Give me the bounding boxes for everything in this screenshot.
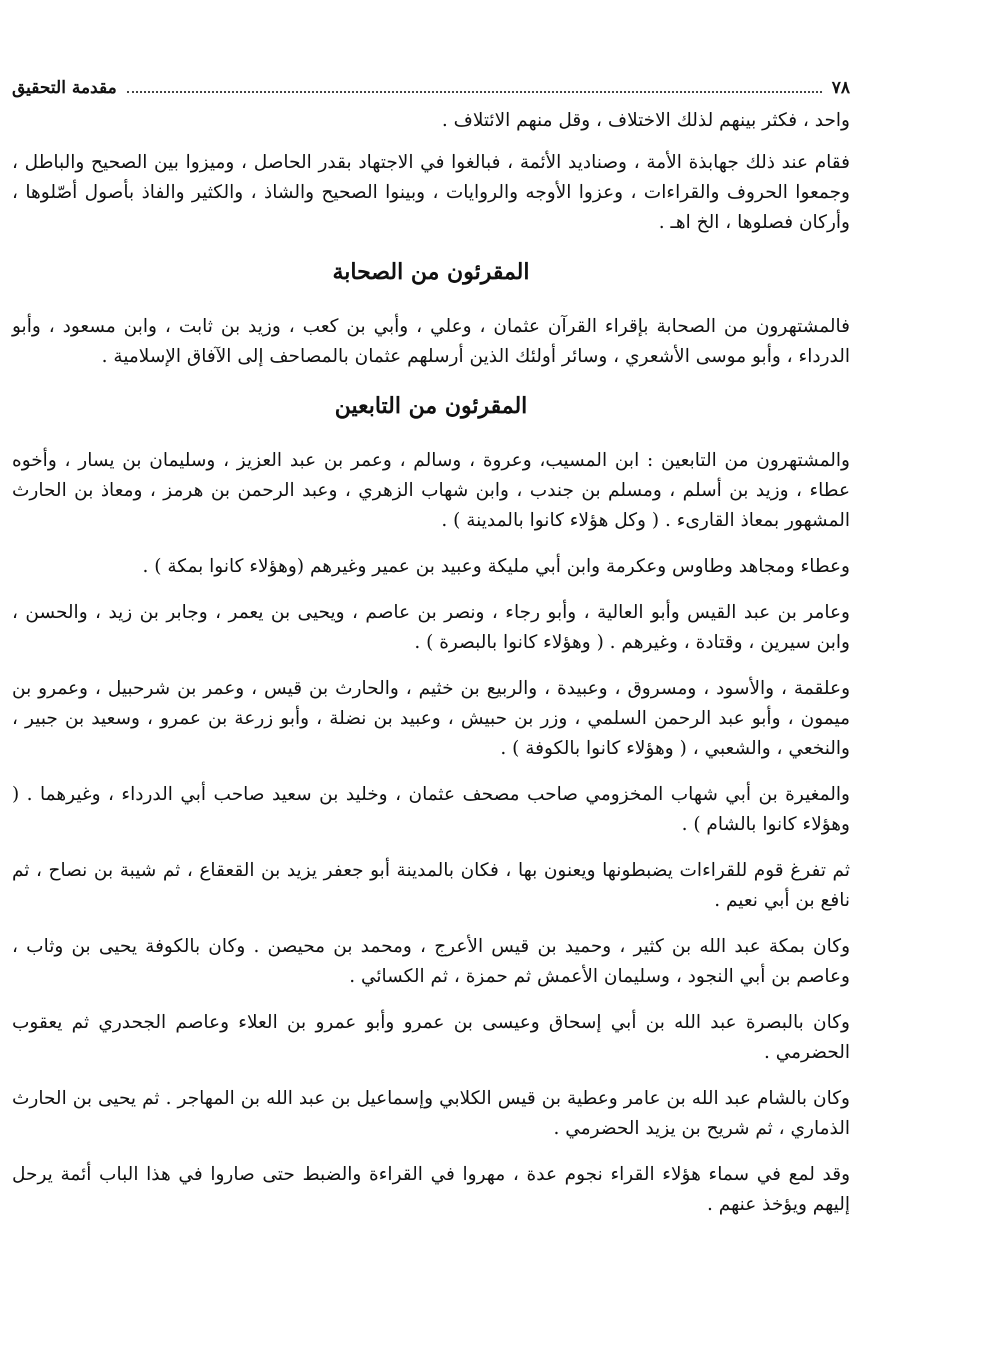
header-dotted-rule [127, 81, 822, 93]
followers-paragraph-8: وكان بالبصرة عبد الله بن أبي إسحاق وعيسى بن عمرو وأبو عمرو بن العلاء وعاصم الجحدري ثم يعقوب الحضرمي . [12, 1012, 850, 1063]
companions-paragraph: فالمشتهرون من الصحابة بإقراء القرآن عثمان ، وعلي ، وأبي بن كعب ، وزيد بن ثابت ، وابن مسعود ، وأبو الدرداء ، وأبو موسى الأشعري ، وسائر أولئك الذين أرسلهم عثمان بالمصاحف إلى الآفاق الإسلامية . [12, 316, 850, 367]
followers-paragraph-3: وعامر بن عبد القيس وأبو العالية ، وأبو رجاء ، ونصر بن عاصم ، ويحيى بن يعمر ، وجابر بن زيد ، والحسن ، وابن سيرين ، وقتادة ، وغيرهم . ( وهؤلاء كانوا بالبصرة ) . [12, 602, 850, 653]
followers-paragraph-10: وقد لمع في سماء هؤلاء القراء نجوم عدة ، مهروا في القراءة والضبط حتى صاروا في هذا الباب أئمة يرحل إليهم ويؤخذ عنهم . [12, 1164, 850, 1215]
intro-paragraph-1: واحد ، فكثر بينهم لذلك الاختلاف ، وقل منهم الائتلاف . [441, 110, 850, 131]
followers-paragraph-9: وكان بالشام عبد الله بن عامر وعطية بن قيس الكلابي وإسماعيل بن عبد الله بن المهاجر . ثم يحيى بن الحارث الذماري ، ثم شريح بن يزيد الحضرمي . [12, 1088, 850, 1139]
followers-paragraph-7: وكان بمكة عبد الله بن كثير ، وحميد بن قيس الأعرج ، ومحمد بن محيصن . وكان بالكوفة يحيى بن وثاب ، وعاصم بن أبي النجود ، وسليمان الأعمش ثم حمزة ، ثم الكسائي . [12, 936, 850, 987]
followers-paragraph-6: ثم تفرغ قوم للقراءات يضبطونها ويعنون بها ، فكان بالمدينة أبو جعفر يزيد بن القعقاع ، ثم شيبة بن نصاح ، ثم نافع بن أبي نعيم . [12, 860, 850, 911]
followers-paragraph-5: والمغيرة بن أبي شهاب المخزومي صاحب مصحف عثمان ، وخليد بن سعيد صاحب أبي الدرداء ، وغيرهما . ( وهؤلاء كانوا بالشام ) . [12, 784, 850, 835]
section-heading-companions: المقرئون من الصحابة [332, 259, 530, 285]
followers-paragraph-4: وعلقمة ، والأسود ، ومسروق ، وعبيدة ، والربيع بن خثيم ، والحارث بن قيس ، وعمر بن شرحبيل ، وعمرو بن ميمون ، وأبو عبد الرحمن السلمي ، وزر بن حبيش ، وعبيد بن نضلة ، وأبو زرعة بن عمرو ، وسعيد بن جبير ، والنخعي ، والشعبي ، ( وهؤلاء كانوا بالكوفة ) . [12, 678, 850, 759]
page-header [12, 78, 850, 104]
followers-paragraph-1: والمشتهرون من التابعين : ابن المسيب، وعروة ، وسالم ، وعمر بن عبد العزيز ، وسليمان بن يسار ، وأخوه عطاء ، وزيد بن أسلم ، ومسلم بن جندب ، وابن شهاب الزهري ، وعبد الرحمن بن هرمز ، ومعاذ بن الحارث المشهور بمعاذ القارىء . ( وكل هؤلاء كانوا بالمدينة ) . [12, 450, 850, 531]
book-page [12, 78, 850, 1236]
page-number: ٧٨ [831, 78, 850, 98]
section-heading-followers: المقرئون من التابعين [334, 393, 528, 419]
followers-paragraph-2: وعطاء ومجاهد وطاوس وعكرمة وابن أبي مليكة وعبيد بن عمير وغيرهم (وهؤلاء كانوا بمكة ) . [142, 556, 850, 577]
running-title: مقدمة التحقيق [12, 78, 117, 98]
intro-paragraph-2: فقام عند ذلك جهابذة الأمة ، وصناديد الأئمة ، فبالغوا في الاجتهاد بقدر الحاصل ، وميزوا بين الصحيح والباطل ، وجمعوا الحروف والقراءات ، وعزوا الأوجه والروايات ، وبينوا الصحيح والشاذ ، والكثير والفاذ بأصول أصّلوها ، وأركان فصلوها ، الخ اهـ . [12, 152, 850, 233]
